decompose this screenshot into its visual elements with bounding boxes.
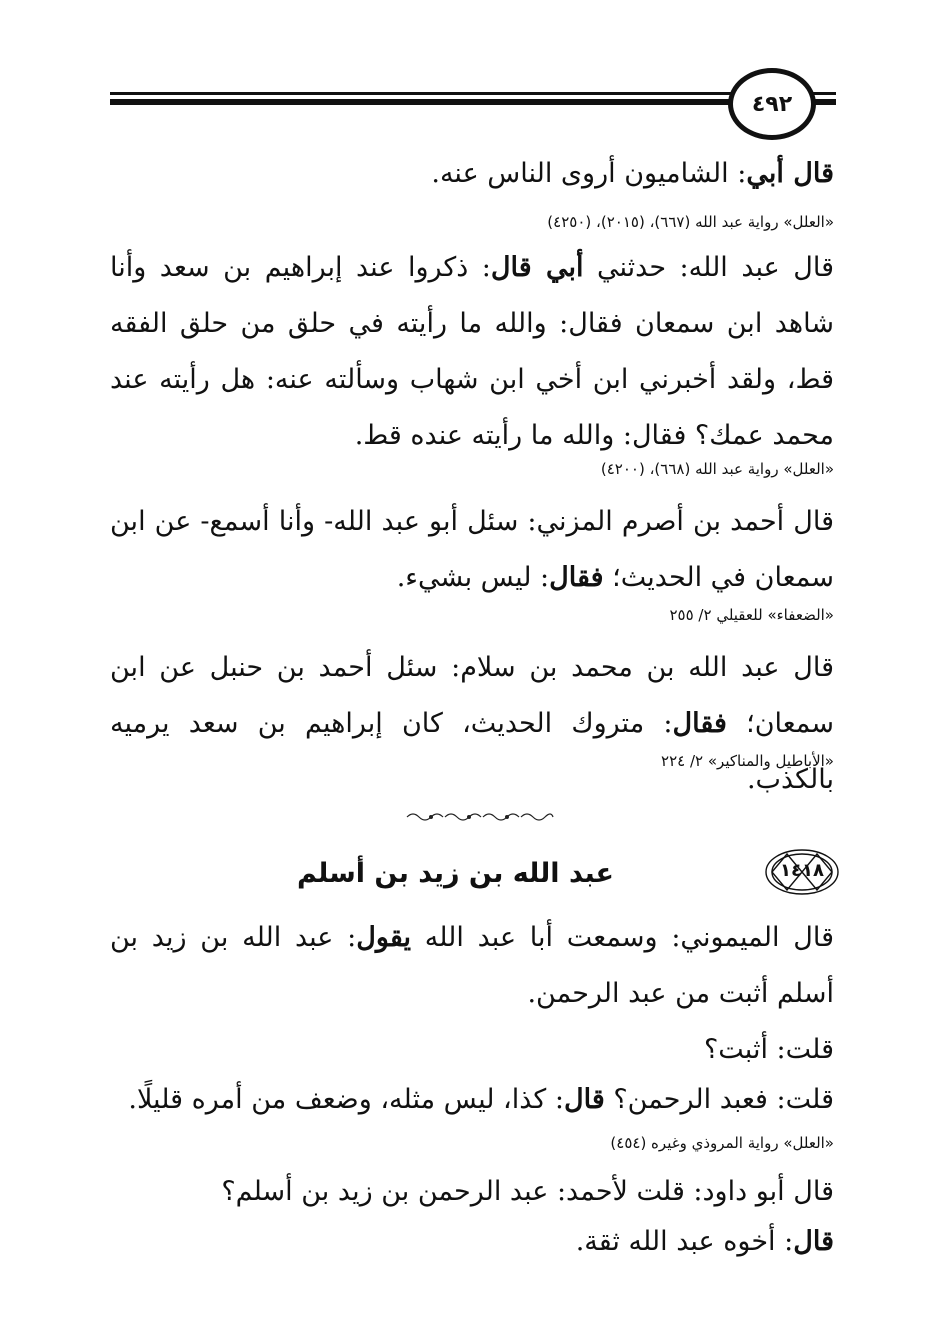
- page-number: ٤٩٢: [728, 68, 816, 140]
- speaker: فقال: [672, 708, 727, 739]
- paragraph-9: [110, 1214, 834, 1270]
- paragraph-prefix: قلت: فعبد الرحمن؟: [604, 1084, 834, 1115]
- paragraph-4: [110, 640, 834, 808]
- speaker: قال أبي: [746, 158, 834, 189]
- section-divider-ornament: [405, 810, 555, 824]
- header-rule-thin: [110, 92, 836, 95]
- paragraph-text: : عبد الله بن زيد بن أسلم أثبت من عبد الرحمن.: [110, 922, 834, 1009]
- paragraph-text: : الشاميون أروى الناس عنه.: [431, 158, 747, 189]
- paragraph-text: قال عبد الله بن محمد بن سلام: سئل أحمد بن حنبل عن ابن سمعان؛: [110, 652, 835, 739]
- paragraph-prefix: قال عبد الله: حدثني: [583, 252, 835, 283]
- paragraph-text: : كذا، ليس مثله، وضعف من أمره قليلًا.: [128, 1084, 564, 1115]
- source-citation-5: «العلل» رواية المروذي وغيره (٤٥٤): [610, 1134, 834, 1152]
- paragraph-2: [110, 240, 834, 464]
- paragraph-tail: : ليس بشيء.: [396, 562, 550, 593]
- speaker: أبي قال: [490, 252, 584, 283]
- paragraph-text: : ذكروا عند إبراهيم بن سعد وأنا شاهد ابن سمعان فقال: والله ما رأيته في حلق من حلق الفقه قط، ولقد أخبرني ابن أخي ابن شهاب وسألته عنه: هل رأيته عند محمد عمك؟ فقال: والله ما رأيته عنده قط.: [110, 252, 834, 451]
- paragraph-5: [110, 910, 834, 1022]
- speaker: فقال: [549, 562, 604, 593]
- entry-title: عبد الله بن زيد بن أسلم: [297, 858, 614, 889]
- source-citation-1: «العلل» رواية عبد الله (٦٦٧)، (٢٠١٥)، (٤٢٥٠): [547, 213, 834, 231]
- paragraph-tail: : متروك الحديث، كان إبراهيم بن سعد يرميه بالكذب.: [110, 708, 834, 795]
- speaker: قال: [563, 1084, 605, 1115]
- speaker: قال: [793, 1226, 834, 1257]
- paragraph-text: : أخوه عبد الله ثقة.: [575, 1226, 794, 1257]
- source-citation-3: «الضعفاء» للعقيلي ٢/ ٢٥٥: [669, 606, 834, 624]
- paragraph-8: قال أبو داود: قلت لأحمد: عبد الرحمن بن زيد بن أسلم؟: [221, 1176, 834, 1207]
- paragraph-text: قال أحمد بن أصرم المزني: سئل أبو عبد الله- وأنا أسمع- عن ابن سمعان في الحديث؛: [110, 506, 834, 593]
- paragraph-6: قلت: أثبت؟: [703, 1034, 834, 1065]
- paragraph-7: [110, 1072, 834, 1128]
- paragraph-1: [110, 146, 834, 202]
- speaker: يقول: [356, 922, 411, 953]
- entry-number: ١٤١٨: [780, 860, 824, 881]
- paragraph-prefix: قال الميموني: وسمعت أبا عبد الله: [411, 922, 834, 953]
- paragraph-3: [110, 494, 834, 606]
- source-citation-2: «العلل» رواية عبد الله (٦٦٨)، (٤٢٠٠): [600, 460, 834, 478]
- source-citation-4: «الأباطيل والمناكير» ٢/ ٢٢٤: [661, 752, 834, 770]
